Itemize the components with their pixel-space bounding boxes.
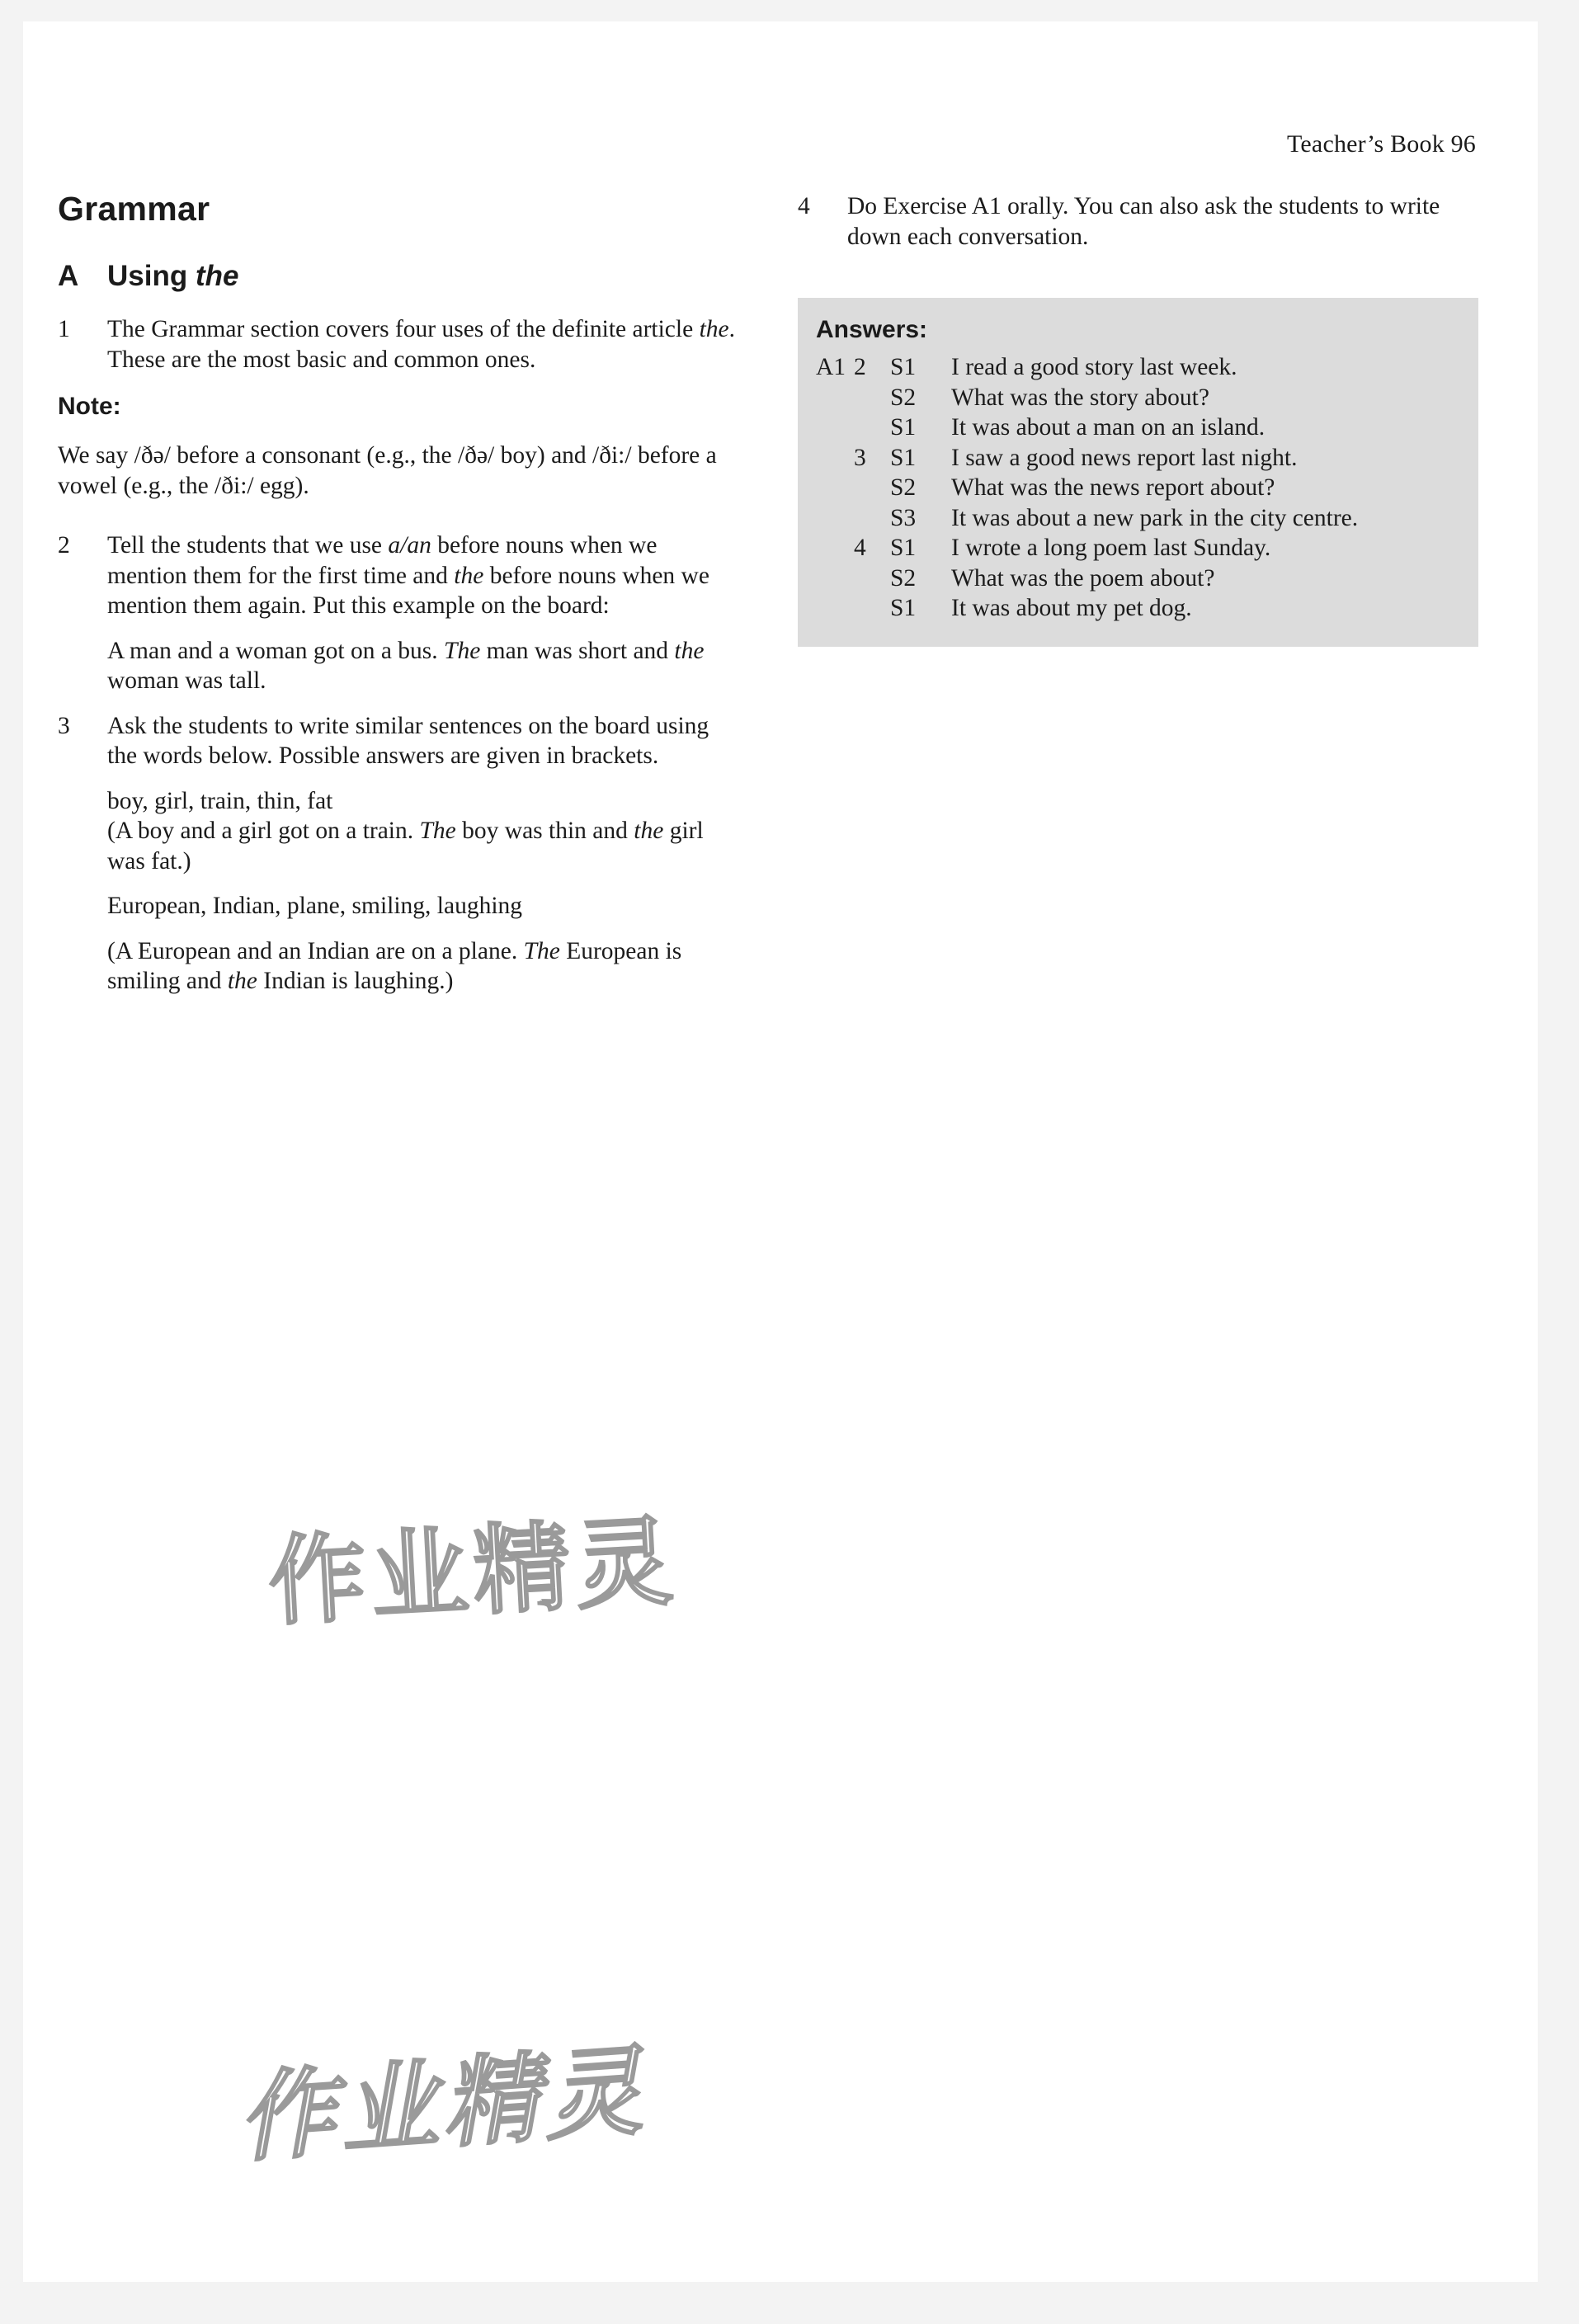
- answer-row: S3 It was about a new park in the city centre.: [890, 504, 1359, 531]
- possible-answer-1: (A boy and a girl got on a train. The boy was thin and the girl was fat.): [107, 818, 704, 874]
- section-title: Grammar: [58, 190, 210, 228]
- answer-row: S1 It was about my pet dog.: [890, 595, 1192, 621]
- answers-box: [798, 298, 1478, 647]
- answer-row: S2 What was the poem about?: [890, 564, 1215, 592]
- word-list-2: European, Indian, plane, smiling, laughing: [107, 893, 523, 919]
- example-sentence: A man and a woman got on a bus. The man was short and the woman was tall.: [107, 637, 705, 694]
- word-list-1: boy, girl, train, thin, fat: [107, 787, 333, 814]
- left-column: [58, 190, 742, 997]
- possible-answer-2: (A European and an Indian are on a plane. The European is smiling and the Indian is laughing.): [107, 937, 682, 994]
- note-heading: Note:: [58, 393, 121, 420]
- instruction-item-4: 4 Do Exercise A1 orally. You can also ask the students to write down each conversation.: [798, 193, 1440, 250]
- answers-heading: Answers:: [816, 316, 928, 343]
- subsection-title: Using the: [107, 260, 239, 292]
- answer-row: 3 S1 I saw a good news report last night.: [854, 444, 1298, 471]
- subsection-letter: A: [58, 260, 79, 292]
- answer-row: S1 It was about a man on an island.: [890, 414, 1266, 441]
- note-text: We say /ðə/ before a consonant (e.g., the /ðə/ boy) and /ði:/ before a vowel (e.g., the /ði:/ egg).: [58, 442, 717, 499]
- answers-list: [816, 352, 1460, 624]
- instruction-item-2: 2 Tell the students that we use a/an before nouns when we mention them for the first time and the before nouns when we mention them again. Put this example on the board:: [58, 532, 709, 619]
- subsection-heading: [58, 260, 742, 293]
- watermark-logo: 作业精灵: [266, 1504, 681, 1639]
- answer-row: S2 What was the story about?: [890, 384, 1209, 411]
- instruction-item-3: 3 Ask the students to write similar sentences on the board using the words below. Possible answers are given in brackets.: [58, 712, 709, 769]
- answer-row: S2 What was the news report about?: [890, 474, 1275, 501]
- answer-row: A1 2 S1 I read a good story last week.: [816, 354, 1237, 380]
- watermark-logo: 作业精灵: [236, 2031, 665, 2176]
- right-column: [798, 191, 1478, 647]
- answer-row: 4 S1 I wrote a long poem last Sunday.: [854, 535, 1271, 561]
- page-header: Teacher’s Book 96: [1286, 130, 1476, 158]
- instruction-item-1: 1 The Grammar section covers four uses of the definite article the. These are the most basic and common ones.: [58, 316, 735, 373]
